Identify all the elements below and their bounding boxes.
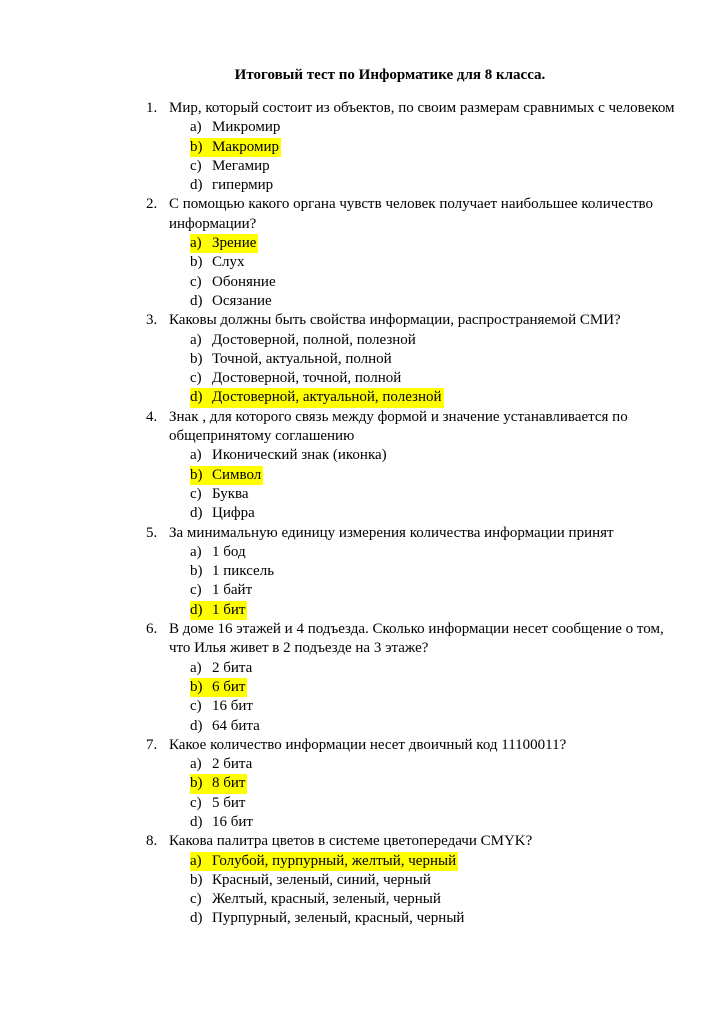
answer-option (0, 794, 725, 813)
answer-option-text: Микромир (212, 119, 281, 136)
answer-option (0, 118, 725, 137)
answer-option-highlighted (0, 601, 725, 620)
answer-option-content (190, 794, 247, 813)
answer-option-letter: d) (190, 813, 203, 830)
answer-options (0, 852, 725, 929)
answer-option-text: Достоверной, актуальной, полезной (212, 389, 442, 406)
answer-option (0, 562, 725, 581)
answer-option-letter: c) (190, 370, 202, 387)
question-number: 7. (146, 736, 158, 753)
answer-options (0, 331, 725, 408)
answer-option (0, 697, 725, 716)
answer-option-content (190, 504, 257, 523)
answer-option-text: Зрение (212, 235, 257, 252)
answer-option-content (190, 350, 394, 369)
question-6 (0, 620, 725, 736)
answer-option-text: Символ (212, 466, 262, 483)
answer-option-text: 16 бит (212, 813, 253, 830)
answer-option-text: гипермир (212, 177, 274, 194)
question-5 (0, 524, 725, 620)
answer-option-text: 2 бита (212, 756, 253, 773)
answer-option-letter: c) (190, 157, 202, 174)
question-row (0, 408, 725, 447)
answer-option-letter: b) (190, 138, 203, 155)
question-2 (0, 195, 725, 311)
answer-option-letter: d) (190, 505, 203, 522)
answer-option-content (190, 909, 466, 928)
answer-option-letter: b) (190, 775, 203, 792)
question-row (0, 524, 725, 543)
answer-option-letter: a) (190, 331, 202, 348)
answer-option-content (190, 331, 418, 350)
answer-option-content (190, 234, 258, 253)
answer-option-content (190, 755, 254, 774)
document-title: Итоговый тест по Информатике для 8 класса. (234, 67, 546, 83)
answer-option-content (190, 466, 263, 485)
question-text: С помощью какого органа чувств человек получает наибольшее количество информации? (169, 196, 653, 232)
question-4 (0, 408, 725, 524)
answer-option-content (190, 273, 278, 292)
question-7 (0, 736, 725, 832)
answer-option (0, 813, 725, 832)
answer-option (0, 176, 725, 195)
answer-option-content (190, 871, 433, 890)
question-number: 4. (146, 408, 158, 425)
answer-option (0, 543, 725, 562)
answer-option (0, 890, 725, 909)
question-row (0, 195, 725, 234)
answer-option-text: Обоняние (212, 273, 276, 290)
answer-option-letter: c) (190, 582, 202, 599)
answer-option-highlighted (0, 234, 725, 253)
answer-option (0, 273, 725, 292)
answer-option-content (190, 562, 276, 581)
answer-option (0, 504, 725, 523)
answer-option-highlighted (0, 678, 725, 697)
question-row (0, 99, 725, 118)
question-number: 5. (146, 524, 158, 541)
answer-option-text: Слух (212, 254, 245, 271)
answer-option-text: Точной, актуальной, полной (212, 350, 392, 367)
answer-option-letter: b) (190, 466, 203, 483)
answer-option-text: Мегамир (212, 157, 270, 174)
answer-option-letter: d) (190, 910, 203, 927)
answer-option-content (190, 446, 389, 465)
answer-options (0, 543, 725, 620)
answer-option-text: Осязание (212, 292, 272, 309)
question-list (0, 99, 725, 929)
answer-option-content (190, 118, 282, 137)
answer-option-content (190, 601, 247, 620)
answer-option-content (190, 369, 403, 388)
answer-option (0, 755, 725, 774)
answer-option-letter: a) (190, 659, 202, 676)
answer-options (0, 234, 725, 311)
answer-option-content (190, 176, 275, 195)
answer-option-letter: a) (190, 852, 202, 869)
answer-option (0, 871, 725, 890)
answer-option-content (190, 852, 458, 871)
answer-option-content (190, 717, 262, 736)
question-text: В доме 16 этажей и 4 подъезда. Сколько информации несет сообщение о том, что Илья живет в 2 подъезде на 3 этаже? (169, 621, 664, 657)
answer-option (0, 369, 725, 388)
answer-option-letter: c) (190, 794, 202, 811)
question-text: За минимальную единицу измерения количества информации принят (169, 524, 614, 541)
answer-option-letter: a) (190, 119, 202, 136)
question-text: Каковы должны быть свойства информации, распространяемой СМИ? (169, 312, 621, 329)
answer-option-content (190, 678, 247, 697)
answer-option (0, 446, 725, 465)
answer-option (0, 292, 725, 311)
answer-option-letter: c) (190, 273, 202, 290)
answer-option (0, 485, 725, 504)
question-row (0, 832, 725, 851)
answer-option (0, 253, 725, 272)
answer-option-letter: b) (190, 871, 203, 888)
question-number: 3. (146, 312, 158, 329)
answer-option-text: Голубой, пурпурный, желтый, черный (212, 852, 457, 869)
question-text: Знак , для которого связь между формой и значение устанавливается по общепринятому соглашению (169, 408, 628, 445)
answer-option-content (190, 890, 443, 909)
answer-option-content (190, 697, 255, 716)
answer-options (0, 659, 725, 736)
answer-option-content (190, 292, 274, 311)
question-8 (0, 832, 725, 928)
answer-option-content (190, 253, 247, 272)
question-3 (0, 311, 725, 407)
answer-option-text: 5 бит (212, 794, 246, 811)
answer-option-text: Иконический знак (иконка) (212, 447, 387, 464)
answer-option-text: 2 бита (212, 659, 253, 676)
answer-option-highlighted (0, 388, 725, 407)
answer-option-content (190, 774, 247, 793)
answer-option-letter: c) (190, 891, 202, 908)
answer-option-text: Достоверной, полной, полезной (212, 331, 416, 348)
answer-option-highlighted (0, 466, 725, 485)
answer-option-content (190, 138, 281, 157)
question-row (0, 620, 725, 659)
answer-option-highlighted (0, 852, 725, 871)
answer-option-content (190, 157, 272, 176)
answer-option-content (190, 813, 255, 832)
answer-option (0, 717, 725, 736)
answer-option-content (190, 388, 444, 407)
answer-option-letter: d) (190, 717, 203, 734)
answer-option-text: Желтый, красный, зеленый, черный (212, 891, 441, 908)
question-number: 2. (146, 196, 158, 213)
answer-option-text: 1 бит (212, 601, 246, 618)
answer-option-letter: b) (190, 563, 203, 580)
answer-option (0, 350, 725, 369)
answer-option-letter: a) (190, 543, 202, 560)
answer-option (0, 157, 725, 176)
answer-option-letter: b) (190, 678, 203, 695)
answer-option-text: 8 бит (212, 775, 246, 792)
answer-option-text: Макромир (212, 138, 280, 155)
answer-option-text: Красный, зеленый, синий, черный (212, 871, 431, 888)
answer-option-text: Буква (212, 485, 249, 502)
answer-option-text: Достоверной, точной, полной (212, 370, 402, 387)
question-1 (0, 99, 725, 195)
answer-option-letter: a) (190, 447, 202, 464)
answer-option-text: 1 пиксель (212, 563, 275, 580)
question-number: 1. (146, 100, 158, 116)
answer-option-text: Цифра (212, 505, 255, 522)
answer-options (0, 446, 725, 523)
answer-option (0, 581, 725, 600)
question-row (0, 736, 725, 755)
answer-option-text: 6 бит (212, 678, 246, 695)
answer-option-letter: a) (190, 756, 202, 773)
answer-option-text: 1 байт (212, 582, 253, 599)
question-text: Мир, который состоит из объектов, по своим размерам сравнимых с человеком (169, 100, 675, 116)
answer-option-letter: d) (190, 177, 203, 194)
answer-options (0, 755, 725, 832)
answer-option-letter: c) (190, 485, 202, 502)
answer-option-letter: d) (190, 292, 203, 309)
answer-option-content (190, 543, 248, 562)
answer-option-letter: d) (190, 601, 203, 618)
answer-option-letter: a) (190, 235, 202, 252)
answer-option-text: 16 бит (212, 698, 253, 715)
answer-options (0, 118, 725, 195)
answer-option-text: 64 бита (212, 717, 260, 734)
answer-option-letter: c) (190, 698, 202, 715)
question-row (0, 311, 725, 330)
answer-option-content (190, 581, 254, 600)
answer-option (0, 909, 725, 928)
answer-option-content (190, 659, 254, 678)
answer-option-letter: d) (190, 389, 203, 406)
answer-option-text: Пурпурный, зеленый, красный, черный (212, 910, 465, 927)
answer-option (0, 331, 725, 350)
answer-option-content (190, 485, 251, 504)
question-number: 6. (146, 621, 158, 638)
question-text: Какова палитра цветов в системе цветопередачи CMYK? (169, 833, 533, 850)
answer-option-text: 1 бод (212, 543, 246, 560)
question-number: 8. (146, 833, 158, 850)
question-text: Какое количество информации несет двоичный код 11100011? (169, 736, 567, 753)
answer-option-highlighted (0, 138, 725, 157)
answer-option (0, 659, 725, 678)
answer-option-highlighted (0, 774, 725, 793)
answer-option-letter: b) (190, 254, 203, 271)
answer-option-letter: b) (190, 350, 203, 367)
